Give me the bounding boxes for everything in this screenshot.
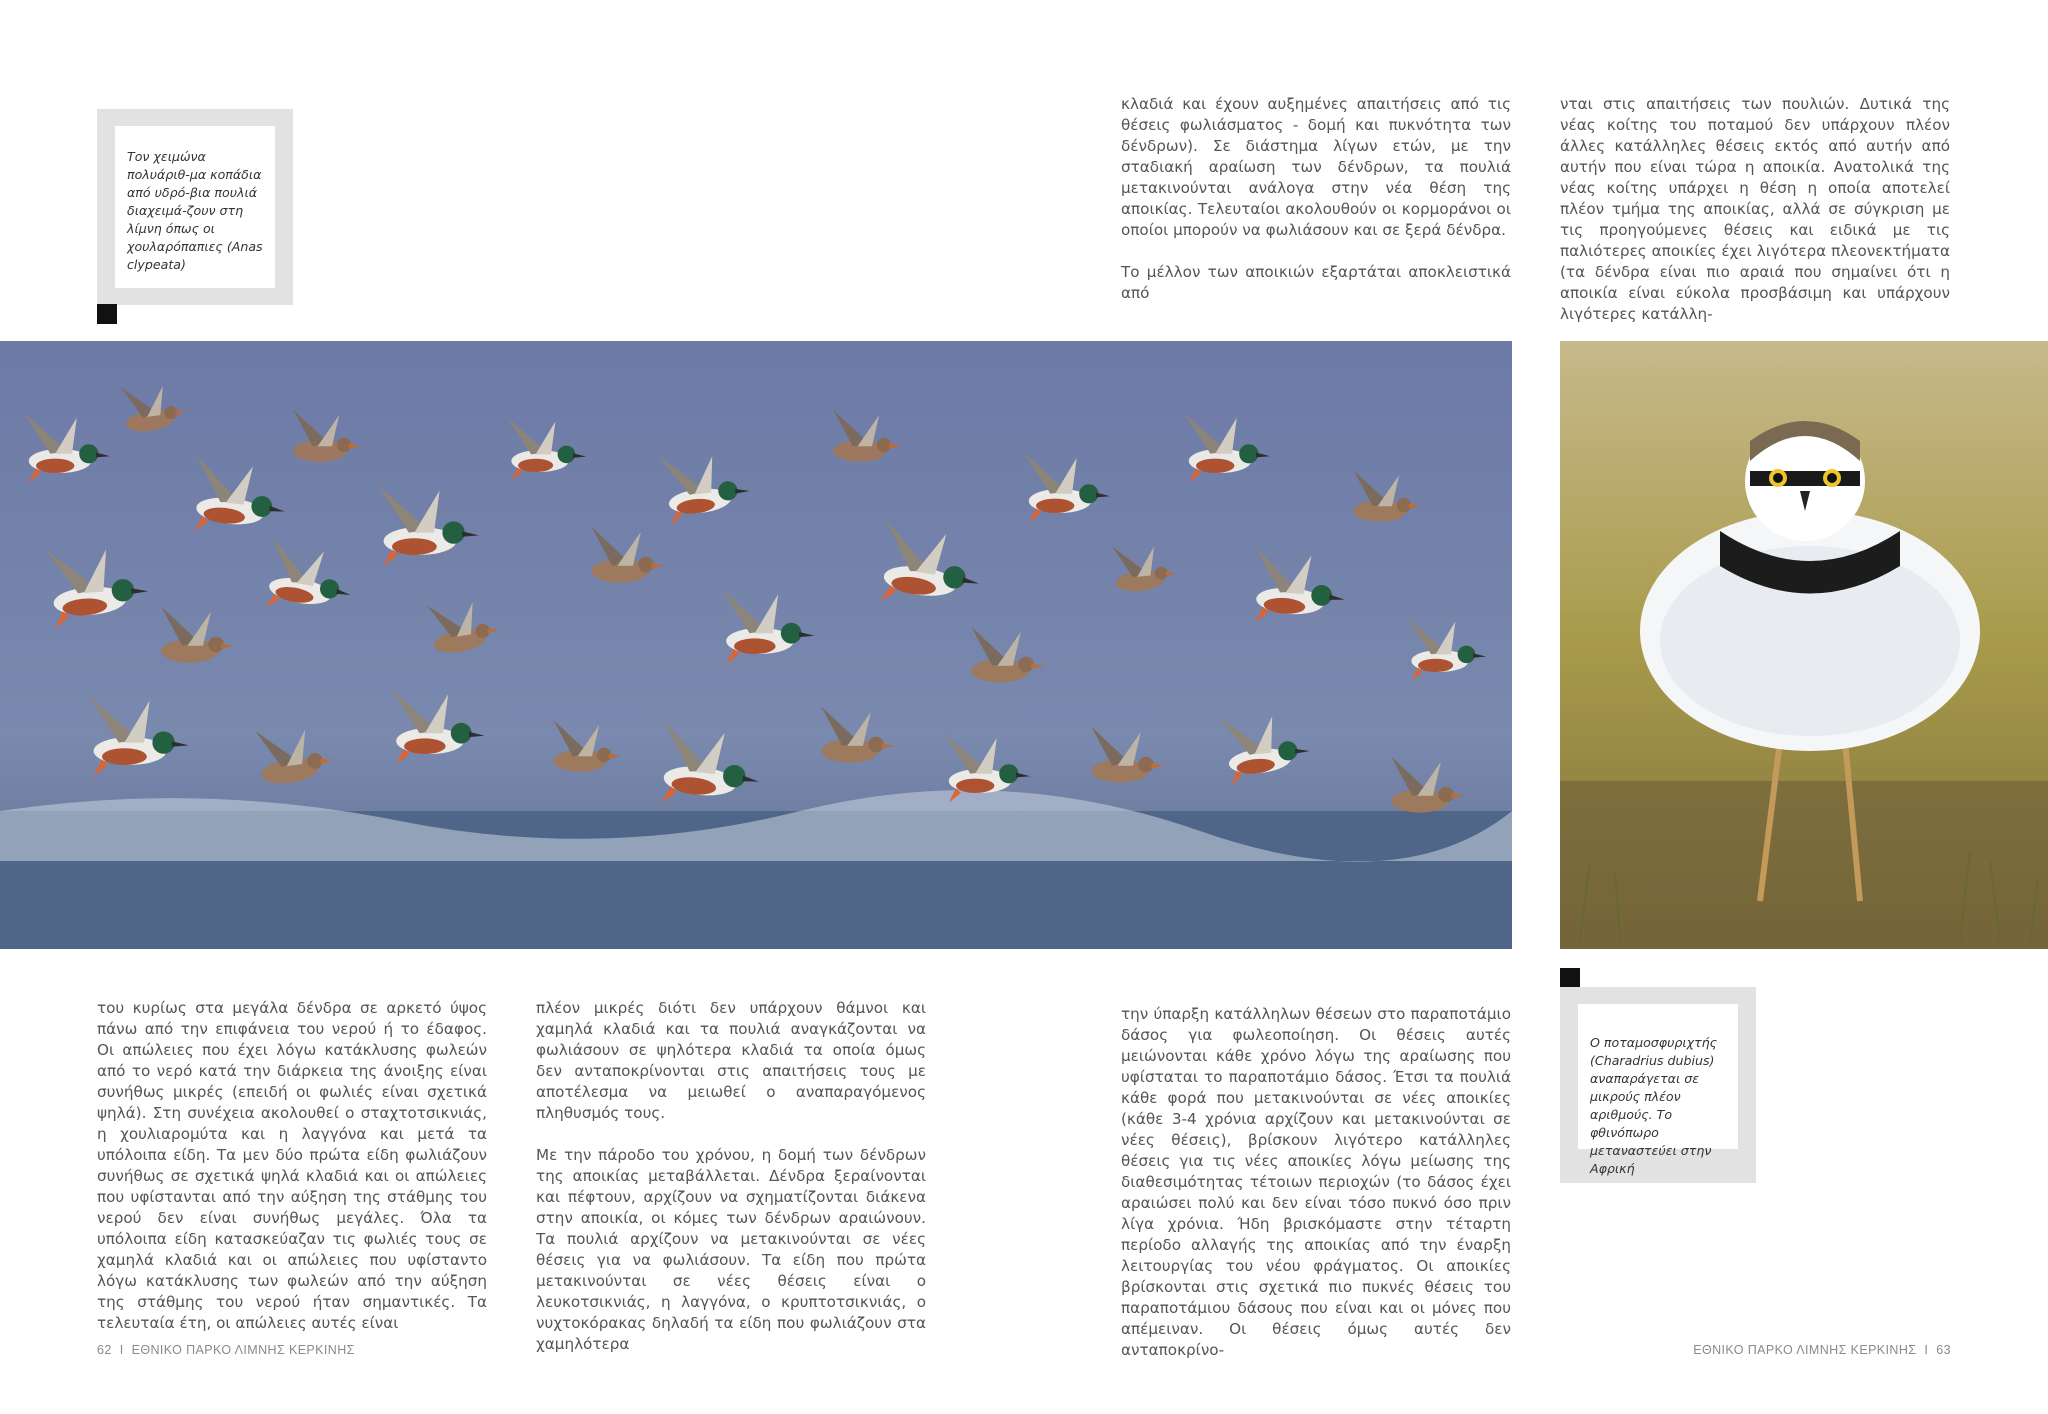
flock-of-northern-shovelers-taking-off-icon: [0, 341, 1512, 949]
left-bottom-column-2: [536, 998, 926, 1355]
footer-separator: I: [119, 1343, 124, 1357]
paragraph: Με την πάροδο του χρόνου, η δομή των δένδρων της αποικίας μεταβάλλεται. Δένδρα ξεραίνονται και πέφτουν, αρχίζουν να σχηματίζονται διάκενα στην αποικία, οι κόμες των δένδρων αραιώνουν. Τα πουλιά αρχίζουν να μετακινούνται σε νέες θέσεις για να φωλιάσουν. Τα είδη που πρώτα μετακινούνται σε νέες θέσεις είναι ο λευκοτσικνιάς, η λαγγόνα, ο κρυπτοτσικνιάς, ο νυχτοκόρακας δηλαδή τα είδη που φωλιάζουν στα χαμηλότερα: [536, 1146, 926, 1353]
caption-right: Ο ποταμοσφυριχτής (Charadrius dubius) αναπαράγεται σε μικρούς πλέον αριθμούς. Το φθινόπωρο μεταναστεύει στην Αφρική: [1578, 1004, 1738, 1149]
footer-separator: I: [1924, 1343, 1929, 1357]
paragraph: Το μέλλον των αποικιών εξαρτάται αποκλειστικά από: [1121, 263, 1511, 302]
footer-left: [97, 1343, 355, 1357]
paragraph: την ύπαρξη κατάλληλων θέσεων στο παραποτάμιο δάσος για φωλεοποίηση. Οι θέσεις αυτές μειώνονται κάθε χρόνο λόγω της αραίωσης που υφίσταται το παραποτάμιο δάσος. Έτσι τα πουλιά κάθε φορά που μετακινούνται σε νέες αποικίες (κάθε 3-4 χρόνια αρχίζουν και μετακινούνται σε νέες θέσεις), βρίσκουν λιγότερο κατάλληλες θέσεις για τις νέες αποικίες λόγω μείωσης της διαθεσιμότητας τέτοιων περιοχών (το δάσος έχει αραιώσει πολύ και δεν είναι τόσο πυκνό όσο πριν λίγα χρόνια. Ήδη βρισκόμαστε στην τέταρτη περίοδο αλλαγής της αποικίας από την έναρξη λειτουργίας του νέου φράγματος. Οι αποικίες βρίσκονται στις σχετικά πιο πυκνές θέσεις του παραποτάμιου δάσους που είναι και οι μόνες που απέμειναν. Οι θέσεις όμως αυτές δεν ανταποκρίνο-: [1121, 1005, 1511, 1359]
caption-frame-right: [1560, 987, 1756, 1183]
running-title-right: ΕΘΝΙΚΟ ΠΑΡΚΟ ΛΙΜΝΗΣ ΚΕΡΚΙΝΗΣ: [1693, 1343, 1917, 1357]
right-top-column-1: [1121, 94, 1511, 304]
little-ringed-plover-icon: [1560, 341, 2048, 949]
right-top-column-2: [1560, 94, 1950, 325]
paragraph: κλαδιά και έχουν αυξημένες απαιτήσεις από τις θέσεις φωλιάσματος - δομή και πυκνότητα των δένδρων). Σε διάστημα λίγων ετών, με την σταδιακή αραίωση των δένδρων, τα πουλιά μετακινούνται ανάλογα στην νέα θέση της αποικίας. Τελευταίοι ακολουθούν οι κορμοράνοι οι οποίοι μπορούν να φωλιάσουν και σε ξερά δένδρα.: [1121, 95, 1511, 239]
photo-duck-flock: [0, 341, 1512, 949]
paragraph: του κυρίως στα μεγάλα δένδρα σε αρκετό ύψος πάνω από την επιφάνεια του νερού ή το έδαφος. Οι απώλειες που έχει λόγω κατάκλυσης φωλεών από το νερό κατά την διάρκεια της άνοιξης είναι συνήθως μικρές (επειδή οι φωλιές είναι σχετικά ψηλά). Στη συνέχεια ακολουθεί ο σταχτοτσικνιάς, η χουλιαρομύτα και η λαγγόνα και μετά τα υπόλοιπα είδη. Τα μεν δύο πρώτα είδη φωλιάζουν συνήθως σε σχετικά ψηλά κλαδιά και οι απώλειες που υφίστανται από την αύξηση της στάθμης του νερού δεν είναι συνήθως μεγάλες. Όλα τα υπόλοιπα είδη κατασκεύαζαν τις φωλιές τους σε χαμηλά κλαδιά και οι απώλειες που υφίσταντο λόγω κατάκλυσης των φωλεών από την αύξηση της στάθμης του νερού ήταν σημαντικές. Τα τελευταία έτη, οι απώλειες αυτές είναι: [97, 999, 487, 1332]
footer-right: [1693, 1343, 1951, 1357]
photo-plover: [1560, 341, 2048, 949]
page-number-right: 63: [1936, 1343, 1951, 1357]
page-number-left: 62: [97, 1343, 112, 1357]
caption-left: Τον χειμώνα πολυάριθ-μα κοπάδια από υδρό-βια πουλιά διαχειμά-ζουν στη λίμνη όπως οι χουλαρόπαπιες (Anas clypeata): [115, 126, 275, 288]
caption-marker-left: [97, 304, 117, 324]
right-bottom-column: [1121, 1004, 1511, 1361]
paragraph: πλέον μικρές διότι δεν υπάρχουν θάμνοι και χαμηλά κλαδιά και τα πουλιά αναγκάζονται να φωλιάσουν σε ψηλότερα κλαδιά τα οποία όμως δεν ανταποκρίνονται στις απαιτήσεις τους με αποτέλεσμα να μειωθεί ο αναπαραγόμενος πληθυσμός τους.: [536, 999, 926, 1122]
paragraph: νται στις απαιτήσεις των πουλιών. Δυτικά της νέας κοίτης του ποταμού δεν υπάρχουν πλέον άλλες κατάλληλες θέσεις εκτός από αυτήν από αυτήν που είναι τώρα η αποικία. Ανατολικά της νέας κοίτης υπάρχει η θέση η οποία αποτελεί πλέον τμήμα της αποικίας, αλλά σε σύγκριση με τις προηγούμενες θέσεις και ειδικά με τις παλιότερες αποικίες έχει λιγότερα πλεονεκτήματα (τα δένδρα είναι πιο αραιά που σημαίνει ότι η αποικία είναι εύκολα προσβάσιμη και υπάρχουν λιγότερες κατάλλη-: [1560, 95, 1950, 323]
left-bottom-column-1: [97, 998, 487, 1334]
caption-frame-left: [97, 109, 293, 305]
caption-marker-right: [1560, 968, 1580, 988]
running-title-left: ΕΘΝΙΚΟ ΠΑΡΚΟ ΛΙΜΝΗΣ ΚΕΡΚΙΝΗΣ: [131, 1343, 355, 1357]
